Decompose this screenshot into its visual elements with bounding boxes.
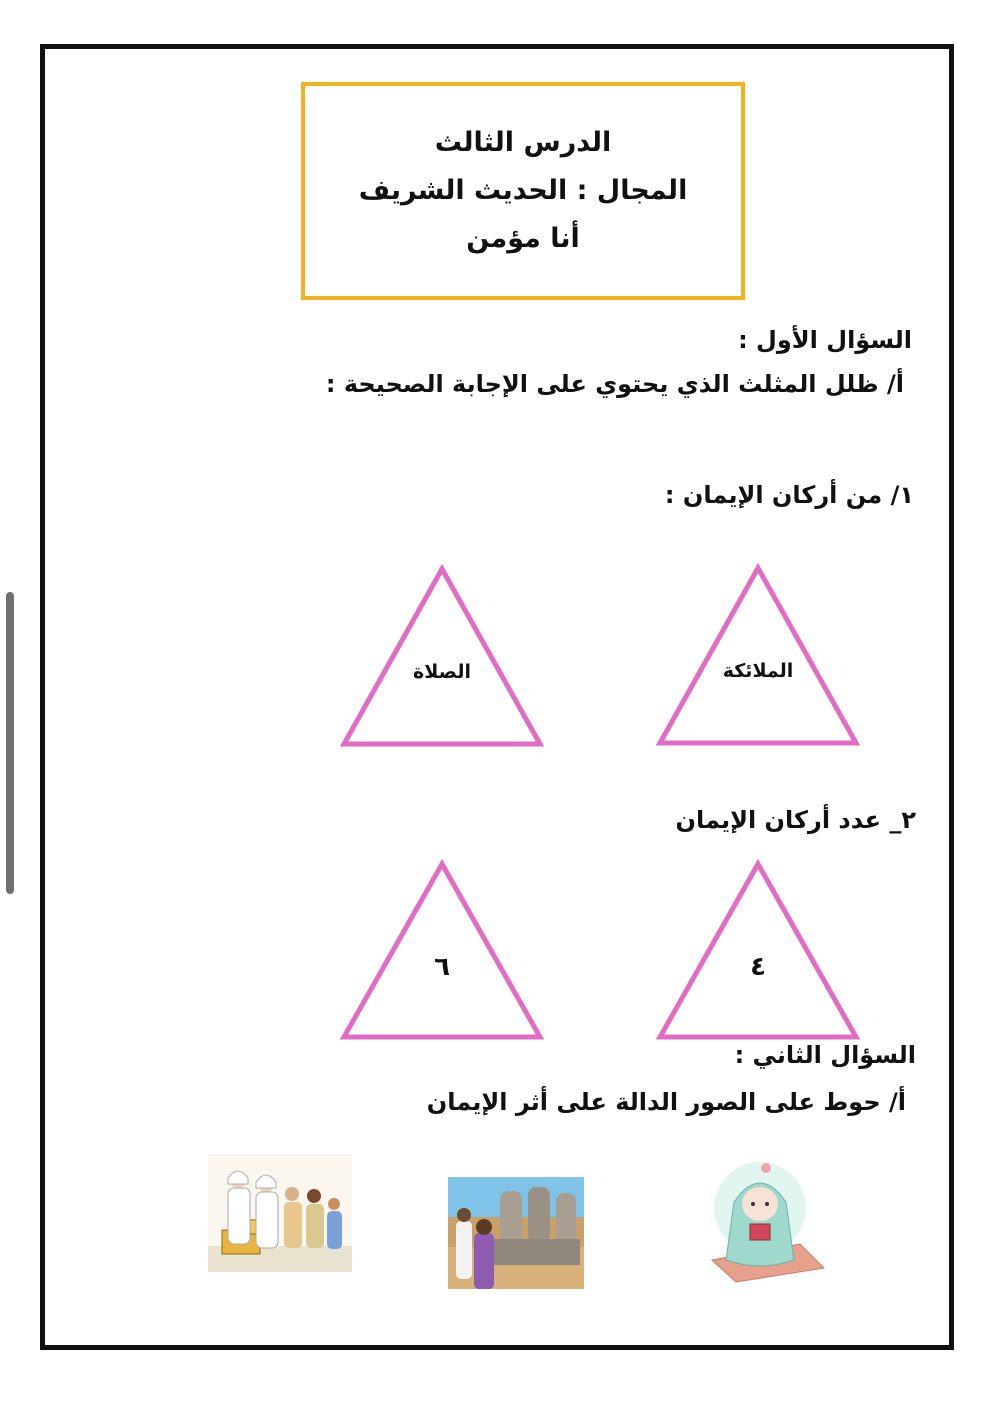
scrollbar[interactable] — [6, 592, 14, 894]
question-2-heading: السؤال الثاني : — [734, 1041, 916, 1069]
title-box — [301, 82, 745, 300]
triangle-label: الملائكة — [722, 660, 794, 682]
topic-title: أنا مؤمن — [466, 223, 580, 254]
domain-title: المجال : الحديث الشريف — [358, 175, 688, 206]
picture-girl-reading-quran[interactable] — [690, 1160, 828, 1284]
girl-praying-icon — [690, 1160, 828, 1284]
idols-scene-icon — [448, 1177, 584, 1289]
lesson-title: الدرس الثالث — [434, 127, 612, 158]
item-1-prompt: ١/ من أركان الإيمان : — [664, 481, 914, 509]
picture-giving-charity[interactable] — [208, 1154, 352, 1272]
picture-idol-statues[interactable] — [448, 1177, 584, 1289]
answer-triangle-four[interactable] — [656, 858, 860, 1042]
triangle-label: ٦ — [434, 952, 450, 982]
triangle-label: ٤ — [750, 952, 766, 982]
answer-triangle-six[interactable] — [340, 858, 544, 1042]
answer-triangle-salah[interactable] — [340, 563, 544, 749]
question-2-instruction: أ/ حوط على الصور الدالة على أثر الإيمان — [426, 1088, 906, 1116]
question-1-heading: السؤال الأول : — [738, 326, 912, 354]
triangle-shape-icon — [656, 562, 860, 748]
item-2-prompt: ٢_ عدد أركان الإيمان — [675, 806, 916, 834]
triangle-shape-icon — [340, 563, 544, 749]
charity-scene-icon — [208, 1154, 352, 1272]
question-1-instruction: أ/ ظلل المثلث الذي يحتوي على الإجابة الصحيحة : — [325, 370, 904, 398]
triangle-shape-icon — [656, 858, 860, 1042]
triangle-label: الصلاة — [412, 661, 471, 683]
triangle-shape-icon — [340, 858, 544, 1042]
answer-triangle-malaika[interactable] — [656, 562, 860, 748]
